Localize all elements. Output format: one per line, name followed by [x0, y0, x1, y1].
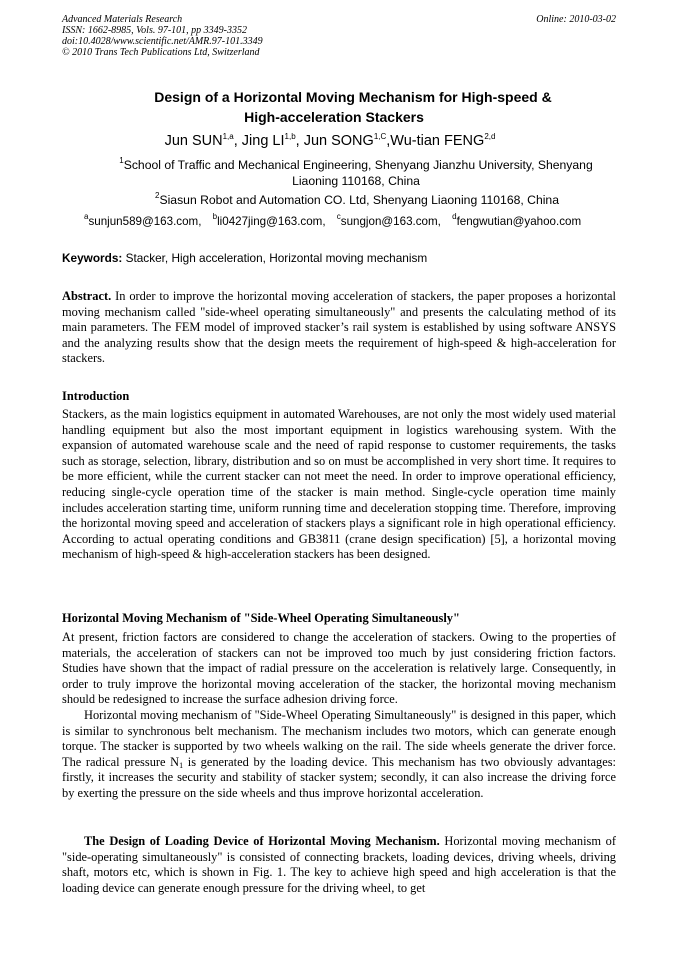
affiliation-2: [62, 192, 616, 208]
email-marker: b: [212, 212, 218, 221]
abstract-text: In order to improve the horizontal moving acceleration of stackers, the paper proposes a horizontal moving mechanism called "side-wheel operating simultaneously" and presents the calculating method of its main parameters. The FEM model of improved stacker’s rail system is established by using software ANSYS and the analyzing results show that the design meets the requirement of high-speed & high-acceleration for stackers.: [62, 289, 616, 366]
author-list: [62, 131, 616, 151]
subscript: 1: [179, 760, 184, 770]
issn-line: ISSN: 1662-8985, Vols. 97-101, pp 3349-3352: [62, 25, 247, 36]
email-marker: c: [336, 212, 341, 221]
loading-device-paragraph: [62, 834, 616, 896]
journal-header: [62, 14, 616, 58]
email-entry[interactable]: [212, 212, 330, 228]
author-name: Jing LI: [241, 133, 285, 149]
email-entry[interactable]: [84, 212, 205, 228]
email-list: [62, 214, 616, 230]
affiliation-text: Liaoning 110168, China: [292, 174, 420, 188]
email-marker: d: [452, 212, 457, 221]
keywords-label: Keywords:: [62, 251, 123, 265]
affiliation-marker: 2: [155, 191, 160, 200]
author-separator: ,: [386, 133, 391, 149]
abstract: [62, 289, 616, 367]
title-line-2: High-acceleration Stackers: [244, 109, 424, 125]
author-name: Wu-tian FENG: [390, 133, 485, 149]
email-address: fengwutian@yahoo.com: [456, 215, 582, 228]
author-separator: ,: [295, 133, 304, 149]
paragraph-text: Horizontal moving mechanism of "side-operating simultaneously" is consisted of connecting brackets, loading devices, driving wheels, driving shaft, motors etc, which is shown in Fig. 1. The key to achieve high speed and high acceleration is that the loading device can generate enough pressure for the driving wheel, to get: [62, 834, 616, 895]
paragraph-text: Horizontal moving mechanism of "Side-Wheel Operating Simultaneously" is designed in this paper, which is similar to synchronous belt mechanism. The mechanism includes two motors, which can generate enough torque. The stacker is supported by two wheels walking on the rail. The side wheels generate the driver force. The radical pressure N: [62, 708, 616, 769]
paper-title: [62, 87, 616, 127]
author-name: Jun SUN: [164, 133, 223, 149]
online-date: Online: 2010-03-02: [536, 14, 616, 25]
email-entry[interactable]: [452, 212, 585, 228]
author-name: Jun SONG: [303, 133, 374, 149]
email-address: sungjon@163.com,: [340, 215, 441, 228]
paragraph-text: is generated by the loading device. This mechanism has two obviously advantages: firstly, it increases the security and stability of stacker system; secondly, it can also increase the driving force by exerting the pressure on the side wheels and thus improve horizontal acceleration.: [62, 754, 617, 800]
abstract-label: Abstract.: [62, 289, 112, 303]
doi-line: doi:10.4028/www.scientific.net/AMR.97-101.3349: [62, 36, 263, 47]
affiliation-text: School of Traffic and Mechanical Engineering, Shenyang Jianzhu University, Shenyang: [123, 158, 593, 172]
author-superscript: 1,a: [222, 132, 234, 141]
keywords-text: Stacker, High acceleration, Horizontal moving mechanism: [122, 251, 428, 265]
author-superscript: 1,C: [373, 132, 387, 141]
title-line-1: Design of a Horizontal Moving Mechanism for High-speed &: [154, 89, 552, 105]
affiliation-1: [62, 157, 616, 189]
author-separator: ,: [233, 133, 242, 149]
affiliation-marker: 1: [119, 156, 124, 165]
email-address: li0427jing@163.com,: [217, 215, 326, 228]
section-heading-introduction: Introduction: [62, 389, 130, 403]
section-heading-side-wheel: Horizontal Moving Mechanism of "Side-Wheel Operating Simultaneously": [62, 611, 460, 625]
author-superscript: 1,b: [284, 132, 296, 141]
subsection-heading-loading-device: The Design of Loading Device of Horizontal Moving Mechanism.: [84, 834, 440, 848]
keywords: [62, 250, 616, 266]
introduction-paragraph: Stackers, as the main logistics equipment in automated Warehouses, are not only the most widely used material handling equipment but also the most important equipment in logistics warehousing system. With the expansion of automated warehouse scale and the need of rapid response to customer requirements, the tasks such as storage, selection, library, distribution and so on must be accomplished in very short time. It requires to be more efficient, while the current stacker can not meet the need. In order to improve operational efficiency, reducing single-cycle operation time of the stacker is main method. Single-cycle operation time mainly includes acceleration starting time, uniform running time and deceleration stopping time. Therefore, improving the horizontal moving speed and acceleration of stackers plays a significant role in high operational efficiency. According to actual operating conditions and GB3811 (crane design specification) [5], a horizontal moving mechanism of high-speed & high-acceleration stackers has been designed.: [62, 407, 616, 562]
copyright-line: © 2010 Trans Tech Publications Ltd, Switzerland: [62, 47, 260, 58]
side-wheel-paragraph-1: At present, friction factors are considered to change the acceleration of stackers. Owing to the properties of materials, the acceleration of stackers can not be improved too much by just considering friction factors. Studies have shown that the impact of radial pressure on the acceleration is relatively large. Consequently, in order to truly improve the horizontal moving acceleration of the stacker, the horizontal moving mechanism should be redesigned to increase the surface adhesion driving force.: [62, 630, 616, 707]
email-marker: a: [84, 212, 89, 221]
email-address: sunjun589@163.com,: [88, 215, 202, 228]
journal-name: Advanced Materials Research: [62, 14, 183, 25]
email-entry[interactable]: [336, 212, 445, 228]
side-wheel-paragraph-2: [62, 708, 616, 802]
author-superscript: 2,d: [484, 132, 496, 141]
affiliation-text: Siasun Robot and Automation CO. Ltd, Shenyang Liaoning 110168, China: [159, 193, 559, 207]
